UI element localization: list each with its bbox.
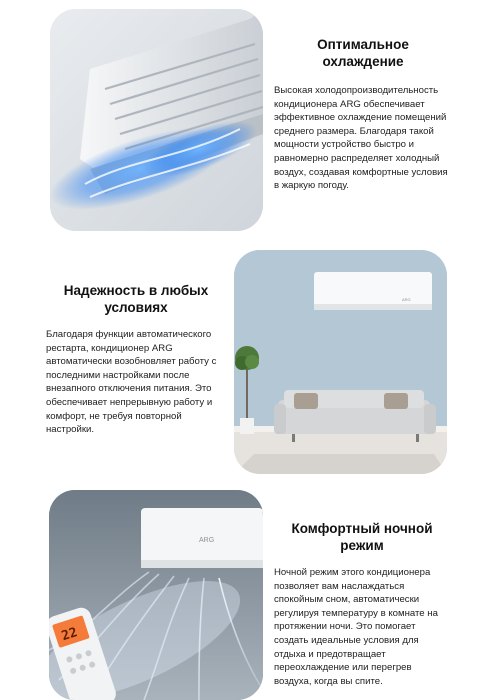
- cooling-title: [274, 36, 452, 70]
- night-mode-title: [274, 520, 450, 554]
- living-room-image: [234, 250, 447, 474]
- cooling-image: [50, 9, 263, 231]
- title-line: режим: [340, 538, 384, 553]
- night-mode-image: [49, 490, 263, 700]
- remote-display: 22: [59, 625, 80, 645]
- unit-brand-label: ARG: [402, 297, 411, 302]
- cooling-description: Высокая холодопроизводительность кондиционера ARG обеспечивает эффективное охлаждение помещений среднего размера. Благодаря такой мощности устройство быстро и равномерно распределяет холодный воздух, создавая комфортные условия в жаркую погоду.: [274, 85, 448, 192]
- title-line: охлаждение: [322, 54, 404, 69]
- title-line: Комфортный ночной: [291, 521, 433, 536]
- unit-brand-label: ARG: [199, 537, 215, 544]
- feature-cooling: [0, 0, 497, 240]
- night-mode-description: Ночной режим этого кондиционера позволяет вам наслаждаться спокойным сном, автоматически регулируя температуру в комнате на протяжении ночи. Это помогает создать идеальные условия для отдыха и предотвращает переохлаждение или перегрев воздуха, когда вы спите.: [274, 567, 438, 687]
- reliability-text: [46, 282, 226, 437]
- feature-reliability: [0, 240, 497, 480]
- title-line: Надежность в любых: [63, 283, 209, 298]
- reliability-title: [46, 282, 226, 316]
- night-mode-text: [274, 520, 450, 688]
- feature-night-mode: [0, 480, 497, 700]
- title-line: условиях: [104, 300, 168, 315]
- cooling-text: [274, 36, 452, 193]
- title-line: Оптимальное: [317, 37, 409, 52]
- reliability-description: Благодаря функции автоматического рестарта, кондиционер ARG автоматически возобновляет работу с последними настройками после внезапного отключения питания. Это обеспечивает непрерывную работу и комфорт, не требуя повторной настройки.: [46, 329, 217, 436]
